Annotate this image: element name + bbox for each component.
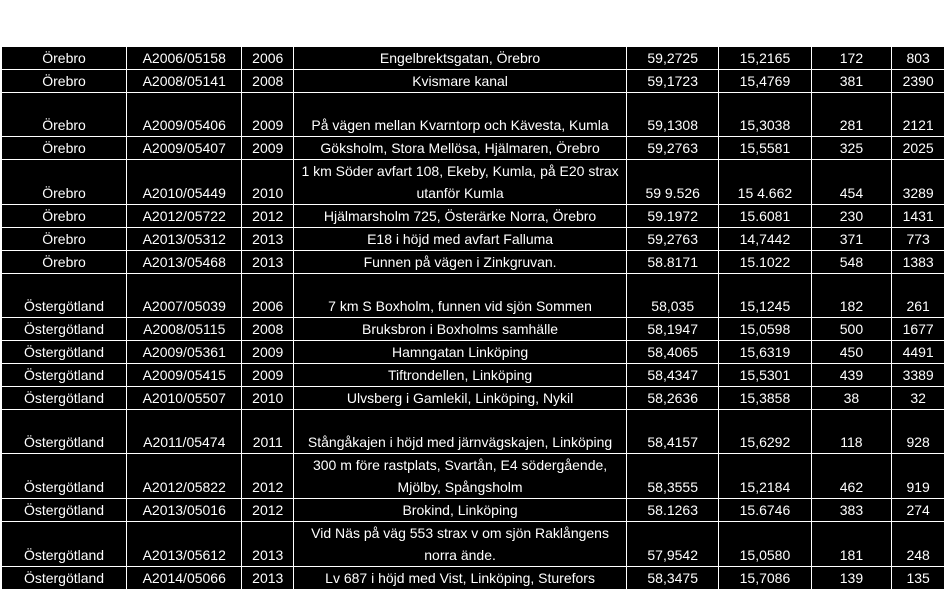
- location-cell[interactable]: Hjälmarsholm 725, Österärke Norra, Örebro: [294, 205, 627, 228]
- region-cell[interactable]: Östergötland: [2, 522, 127, 567]
- record-id-cell[interactable]: A2011/05474: [127, 410, 242, 454]
- value-2-cell[interactable]: 2121: [892, 93, 945, 137]
- record-id-cell[interactable]: A2010/05507: [127, 387, 242, 410]
- year-cell[interactable]: 2013: [242, 567, 294, 590]
- longitude-cell[interactable]: 15,0580: [719, 522, 811, 567]
- location-cell[interactable]: Vid Näs på väg 553 strax v om sjön Raklångens norra ände.: [294, 522, 627, 567]
- region-cell[interactable]: Örebro: [2, 137, 127, 160]
- value-2-cell[interactable]: 1677: [892, 318, 945, 341]
- value-2-cell[interactable]: 2025: [892, 137, 945, 160]
- table-row: [2, 228, 945, 251]
- year-cell[interactable]: 2013: [242, 522, 294, 567]
- latitude-cell[interactable]: 58,1947: [627, 318, 719, 341]
- year-cell[interactable]: 2009: [242, 137, 294, 160]
- value-1-cell[interactable]: 454: [811, 160, 892, 205]
- record-id-cell[interactable]: A2009/05415: [127, 364, 242, 387]
- table-row: [2, 137, 945, 160]
- location-cell[interactable]: Ulvsberg i Gamlekil, Linköping, Nykil: [294, 387, 627, 410]
- value-1-cell[interactable]: 548: [811, 251, 892, 274]
- location-cell[interactable]: Hamngatan Linköping: [294, 341, 627, 364]
- value-1-cell[interactable]: 325: [811, 137, 892, 160]
- value-1-cell[interactable]: 371: [811, 228, 892, 251]
- year-cell[interactable]: 2012: [242, 205, 294, 228]
- longitude-cell[interactable]: 15,5301: [719, 364, 811, 387]
- value-2-cell[interactable]: 919: [892, 454, 945, 499]
- longitude-cell[interactable]: 15,4769: [719, 70, 811, 93]
- table-row: [2, 387, 945, 410]
- year-cell[interactable]: 2006: [242, 274, 294, 318]
- record-id-cell[interactable]: A2012/05822: [127, 454, 242, 499]
- location-cell[interactable]: 300 m före rastplats, Svartån, E4 södergående, Mjölby, Spångsholm: [294, 454, 627, 499]
- value-2-cell[interactable]: 32: [892, 387, 945, 410]
- region-cell[interactable]: Örebro: [2, 228, 127, 251]
- record-id-cell[interactable]: A2009/05407: [127, 137, 242, 160]
- region-cell[interactable]: Örebro: [2, 47, 127, 70]
- value-1-cell[interactable]: 381: [811, 70, 892, 93]
- region-cell[interactable]: Östergötland: [2, 318, 127, 341]
- value-2-cell[interactable]: 1431: [892, 205, 945, 228]
- record-id-cell[interactable]: A2007/05039: [127, 274, 242, 318]
- longitude-cell[interactable]: 15,3858: [719, 387, 811, 410]
- year-cell[interactable]: 2009: [242, 93, 294, 137]
- location-cell[interactable]: Stångåkajen i höjd med järnvägskajen, Linköping: [294, 410, 627, 454]
- year-cell[interactable]: 2013: [242, 228, 294, 251]
- longitude-cell[interactable]: 15,2165: [719, 47, 811, 70]
- table-row: [2, 410, 945, 454]
- year-cell[interactable]: 2009: [242, 341, 294, 364]
- region-cell[interactable]: Östergötland: [2, 410, 127, 454]
- value-1-cell[interactable]: 450: [811, 341, 892, 364]
- latitude-cell[interactable]: 58,3555: [627, 454, 719, 499]
- longitude-cell[interactable]: 15.6746: [719, 499, 811, 522]
- region-cell[interactable]: Östergötland: [2, 341, 127, 364]
- table-row: [2, 93, 945, 137]
- region-cell[interactable]: Östergötland: [2, 499, 127, 522]
- region-cell[interactable]: Örebro: [2, 93, 127, 137]
- value-2-cell[interactable]: 274: [892, 499, 945, 522]
- value-1-cell[interactable]: 118: [811, 410, 892, 454]
- latitude-cell[interactable]: 58,4065: [627, 341, 719, 364]
- year-cell[interactable]: 2012: [242, 499, 294, 522]
- value-1-cell[interactable]: 383: [811, 499, 892, 522]
- location-cell[interactable]: 1 km Söder avfart 108, Ekeby, Kumla, på E20 strax utanför Kumla: [294, 160, 627, 205]
- longitude-cell[interactable]: 15,6292: [719, 410, 811, 454]
- region-cell[interactable]: Örebro: [2, 160, 127, 205]
- latitude-cell[interactable]: 59,1308: [627, 93, 719, 137]
- table-row: [2, 274, 945, 318]
- value-1-cell[interactable]: 462: [811, 454, 892, 499]
- region-cell[interactable]: Örebro: [2, 70, 127, 93]
- longitude-cell[interactable]: 15,1245: [719, 274, 811, 318]
- year-cell[interactable]: 2006: [242, 47, 294, 70]
- longitude-cell[interactable]: 15,5581: [719, 137, 811, 160]
- longitude-cell[interactable]: 15,0598: [719, 318, 811, 341]
- value-1-cell[interactable]: 139: [811, 567, 892, 590]
- latitude-cell[interactable]: 58,4347: [627, 364, 719, 387]
- table-row: [2, 251, 945, 274]
- table-row: [2, 318, 945, 341]
- longitude-cell[interactable]: 15.6081: [719, 205, 811, 228]
- year-cell[interactable]: 2008: [242, 70, 294, 93]
- value-2-cell[interactable]: 261: [892, 274, 945, 318]
- region-cell[interactable]: Östergötland: [2, 567, 127, 590]
- table-row: [2, 499, 945, 522]
- location-cell[interactable]: Lv 687 i höjd med Vist, Linköping, Sturefors: [294, 567, 627, 590]
- record-id-cell[interactable]: A2008/05115: [127, 318, 242, 341]
- record-id-cell[interactable]: A2009/05361: [127, 341, 242, 364]
- table-row: [2, 522, 945, 567]
- value-1-cell[interactable]: 172: [811, 47, 892, 70]
- location-cell[interactable]: Kvismare kanal: [294, 70, 627, 93]
- record-id-cell[interactable]: A2013/05312: [127, 228, 242, 251]
- location-cell[interactable]: Göksholm, Stora Mellösa, Hjälmaren, Örebro: [294, 137, 627, 160]
- value-2-cell[interactable]: 803: [892, 47, 945, 70]
- year-cell[interactable]: 2008: [242, 318, 294, 341]
- value-1-cell[interactable]: 439: [811, 364, 892, 387]
- latitude-cell[interactable]: 58,2636: [627, 387, 719, 410]
- data-table: [1, 46, 945, 590]
- latitude-cell[interactable]: 59,1723: [627, 70, 719, 93]
- region-cell[interactable]: Östergötland: [2, 274, 127, 318]
- value-2-cell[interactable]: 928: [892, 410, 945, 454]
- year-cell[interactable]: 2012: [242, 454, 294, 499]
- location-cell[interactable]: Tiftrondellen, Linköping: [294, 364, 627, 387]
- table-row: [2, 341, 945, 364]
- value-2-cell[interactable]: 2390: [892, 70, 945, 93]
- latitude-cell[interactable]: 59 9.526: [627, 160, 719, 205]
- value-2-cell[interactable]: 1383: [892, 251, 945, 274]
- location-cell[interactable]: Engelbrektsgatan, Örebro: [294, 47, 627, 70]
- location-cell[interactable]: Funnen på vägen i Zinkgruvan.: [294, 251, 627, 274]
- longitude-cell[interactable]: 15,2184: [719, 454, 811, 499]
- record-id-cell[interactable]: A2014/05066: [127, 567, 242, 590]
- value-1-cell[interactable]: 281: [811, 93, 892, 137]
- latitude-cell[interactable]: 58,035: [627, 274, 719, 318]
- latitude-cell[interactable]: 59,2763: [627, 137, 719, 160]
- record-id-cell[interactable]: A2010/05449: [127, 160, 242, 205]
- location-cell[interactable]: E18 i höjd med avfart Falluma: [294, 228, 627, 251]
- record-id-cell[interactable]: A2006/05158: [127, 47, 242, 70]
- location-cell[interactable]: Bruksbron i Boxholms samhälle: [294, 318, 627, 341]
- year-cell[interactable]: 2010: [242, 387, 294, 410]
- value-2-cell[interactable]: 135: [892, 567, 945, 590]
- value-1-cell[interactable]: 230: [811, 205, 892, 228]
- latitude-cell[interactable]: 57,9542: [627, 522, 719, 567]
- year-cell[interactable]: 2011: [242, 410, 294, 454]
- value-1-cell[interactable]: 182: [811, 274, 892, 318]
- year-cell[interactable]: 2009: [242, 364, 294, 387]
- region-cell[interactable]: Östergötland: [2, 454, 127, 499]
- longitude-cell[interactable]: 15.1022: [719, 251, 811, 274]
- latitude-cell[interactable]: 58.8171: [627, 251, 719, 274]
- location-cell[interactable]: Brokind, Linköping: [294, 499, 627, 522]
- record-id-cell[interactable]: A2008/05141: [127, 70, 242, 93]
- value-2-cell[interactable]: 773: [892, 228, 945, 251]
- year-cell[interactable]: 2013: [242, 251, 294, 274]
- longitude-cell[interactable]: 15,3038: [719, 93, 811, 137]
- latitude-cell[interactable]: 59,2763: [627, 228, 719, 251]
- table-row: [2, 160, 945, 205]
- latitude-cell[interactable]: 58.1263: [627, 499, 719, 522]
- longitude-cell[interactable]: 15 4.662: [719, 160, 811, 205]
- longitude-cell[interactable]: 15,6319: [719, 341, 811, 364]
- record-id-cell[interactable]: A2013/05468: [127, 251, 242, 274]
- table-body: [2, 47, 945, 590]
- table-row: [2, 364, 945, 387]
- record-id-cell[interactable]: A2012/05722: [127, 205, 242, 228]
- value-2-cell[interactable]: 3389: [892, 364, 945, 387]
- longitude-cell[interactable]: 14,7442: [719, 228, 811, 251]
- year-cell[interactable]: 2010: [242, 160, 294, 205]
- value-2-cell[interactable]: 248: [892, 522, 945, 567]
- value-1-cell[interactable]: 38: [811, 387, 892, 410]
- location-cell[interactable]: 7 km S Boxholm, funnen vid sjön Sommen: [294, 274, 627, 318]
- region-cell[interactable]: Örebro: [2, 205, 127, 228]
- region-cell[interactable]: Östergötland: [2, 387, 127, 410]
- table-row: [2, 567, 945, 590]
- value-2-cell[interactable]: 4491: [892, 341, 945, 364]
- value-2-cell[interactable]: 3289: [892, 160, 945, 205]
- latitude-cell[interactable]: 59,2725: [627, 47, 719, 70]
- record-id-cell[interactable]: A2013/05016: [127, 499, 242, 522]
- latitude-cell[interactable]: 58,4157: [627, 410, 719, 454]
- record-id-cell[interactable]: A2009/05406: [127, 93, 242, 137]
- latitude-cell[interactable]: 59.1972: [627, 205, 719, 228]
- table-row: [2, 205, 945, 228]
- location-cell[interactable]: På vägen mellan Kvarntorp och Kävesta, Kumla: [294, 93, 627, 137]
- table-row: [2, 47, 945, 70]
- table-row: [2, 454, 945, 499]
- value-1-cell[interactable]: 500: [811, 318, 892, 341]
- longitude-cell[interactable]: 15,7086: [719, 567, 811, 590]
- table-row: [2, 70, 945, 93]
- region-cell[interactable]: Östergötland: [2, 364, 127, 387]
- region-cell[interactable]: Örebro: [2, 251, 127, 274]
- record-id-cell[interactable]: A2013/05612: [127, 522, 242, 567]
- latitude-cell[interactable]: 58,3475: [627, 567, 719, 590]
- value-1-cell[interactable]: 181: [811, 522, 892, 567]
